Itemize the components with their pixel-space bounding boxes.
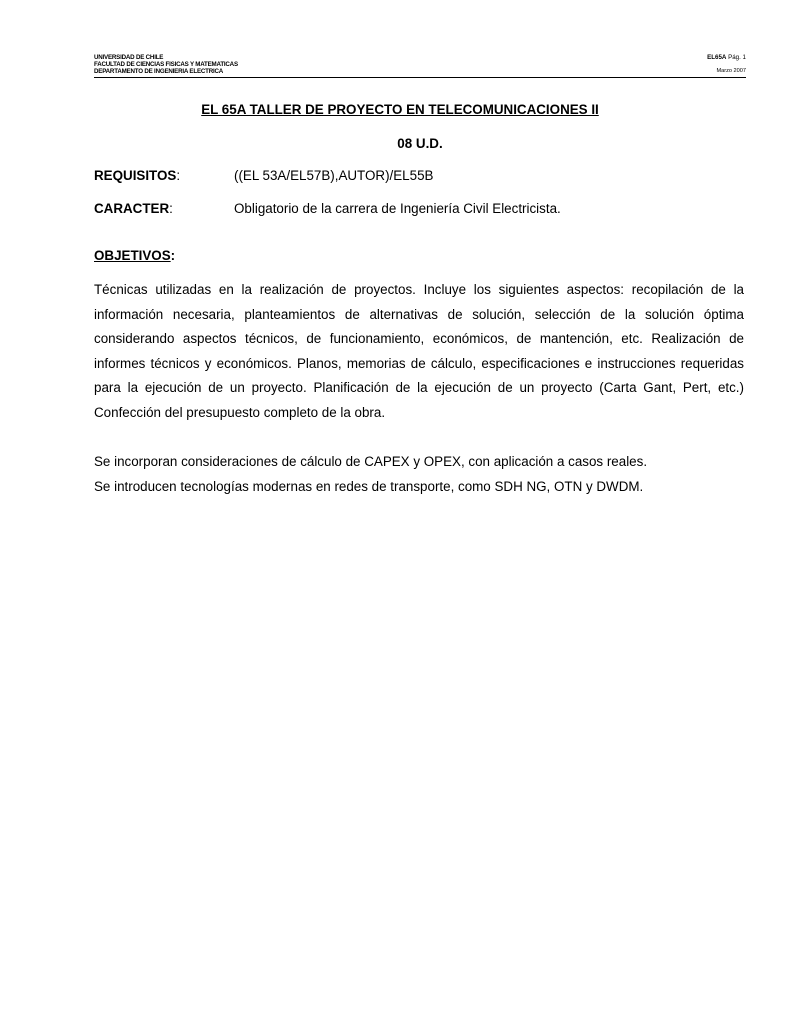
objetivos-additions	[94, 450, 754, 499]
transport-tech-line: Se introducen tecnologías modernas en redes de transporte, como SDH NG, OTN y DWDM.	[94, 478, 644, 494]
capex-opex-line: Se incorporan consideraciones de cálculo de CAPEX y OPEX, con aplicación a casos reales.	[94, 454, 648, 469]
course-code: EL65A	[707, 54, 727, 61]
department-name: DEPARTAMENTO DE INGENIERIA ELECTRICA	[94, 67, 224, 75]
page-header	[94, 55, 746, 78]
caracter-value: Obligatorio de la carrera de Ingeniería Civil Electricista.	[234, 201, 561, 216]
objetivos-heading: OBJETIVOS:	[94, 248, 176, 263]
page-info	[707, 55, 746, 75]
requisitos-value: ((EL 53A/EL57B),AUTOR)/EL55B	[234, 168, 434, 183]
objetivos-paragraph: Técnicas utilizadas en la realización de proyectos. Incluye los siguientes aspectos: recopilación de la información necesaria, planteamientos de alternativas de solución, selección de la solución óptima considerando aspectos técnicos, de funcionamiento, económicos, de mantención, etc. Realización de informes técnicos y económicos. Planos, memorias de cálculo, especificaciones e instrucciones requeridas para la ejecución de un proyecto. Planificación de la ejecución de un proyecto (Carta Gant, Pert, etc.) Confección del presupuesto completo de la obra.	[94, 282, 744, 420]
course-title: EL 65A TALLER DE PROYECTO EN TELECOMUNICACIONES II	[201, 102, 599, 117]
requisitos-label: REQUISITOS:	[94, 168, 181, 183]
document-date: Marzo 2007	[716, 67, 746, 74]
faculty-name: FACULTAD DE CIENCIAS FISICAS Y MATEMATICAS	[94, 60, 238, 68]
course-credits: 08 U.D.	[397, 136, 443, 151]
institution-block	[94, 55, 238, 75]
caracter-label: CARACTER:	[94, 201, 173, 216]
page-number: Pág. 1	[728, 54, 746, 61]
university-name: UNIVERSIDAD DE CHILE	[94, 54, 164, 61]
